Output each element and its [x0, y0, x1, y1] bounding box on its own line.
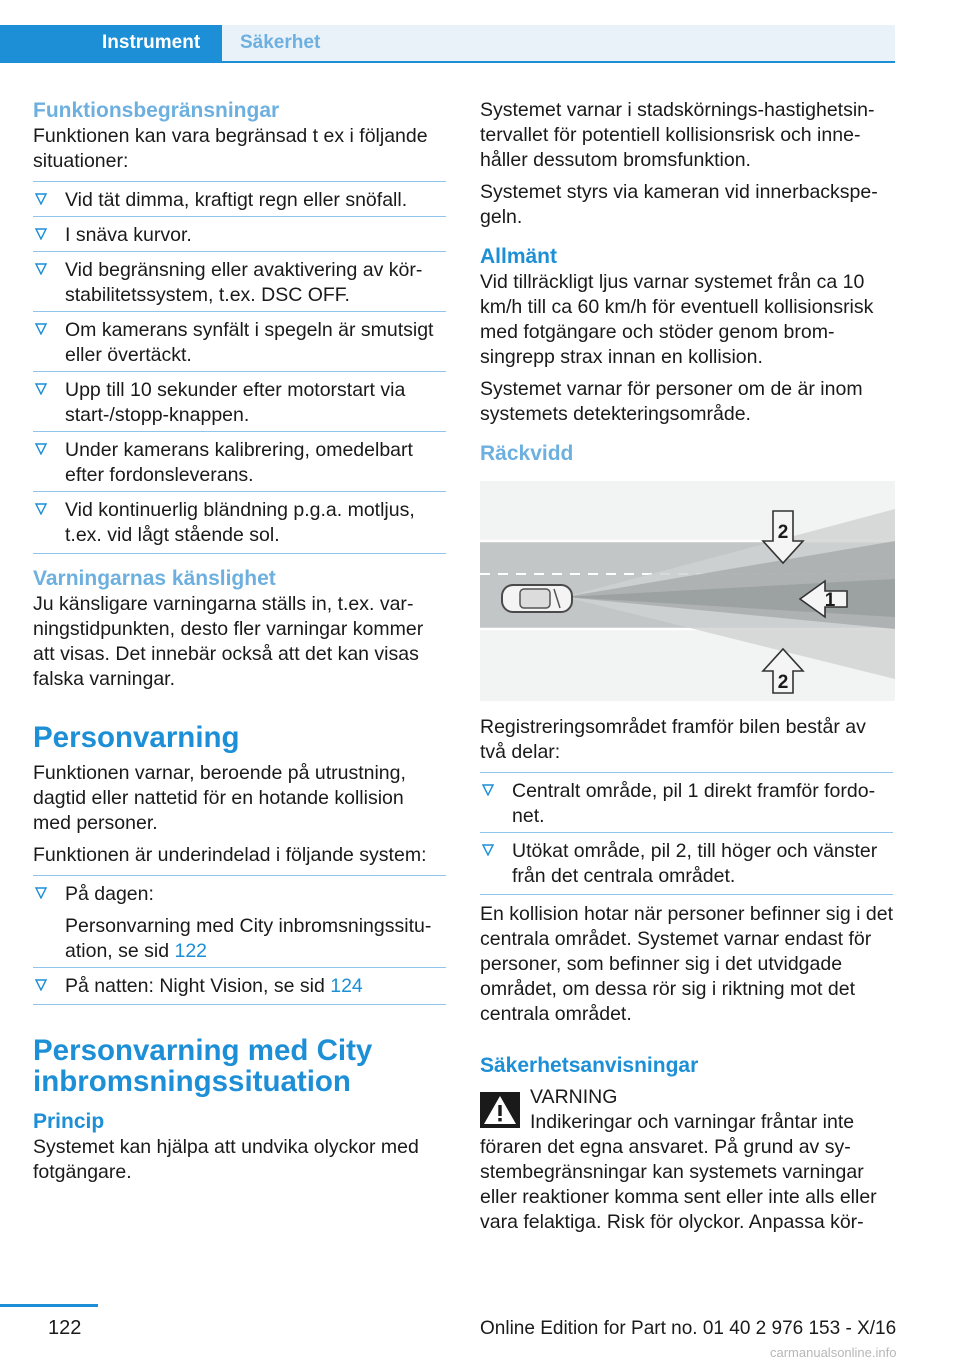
heading-funktionsbegransningar: Funktionsbegränsningar — [33, 99, 280, 122]
reg-text: Registreringsområdet framför bilen består av två delar: — [480, 716, 866, 763]
list-item: Under kamerans kalibrering, omedelbart efter fordonsleverans. — [33, 431, 446, 491]
warning-text: föraren det egna ansvaret. På grund av systembegränsningar kan systemets varningar eller reaktioner komma sent eller inte alls eller vara felaktiga. Risk för olyckor. Anpassa kör- — [480, 1136, 877, 1233]
list-item: Vid tät dimma, kraftigt regn eller snöfall. — [33, 181, 446, 216]
page-number: 122 — [48, 1317, 82, 1339]
edition-text: Online Edition for Part no. 01 40 2 976 153 - X/16 — [480, 1318, 897, 1339]
heading-allmant: Allmänt — [480, 245, 558, 268]
princip-text: Systemet kan hjälpa att undvika olyckor med fotgängare. — [33, 1136, 419, 1183]
pv-text1: Funktionen varnar, beroende på utrustning, dagtid eller nattetid för en hotande kollision med personer. — [33, 762, 406, 834]
tab-sakerhet[interactable]: Säkerhet — [222, 25, 895, 61]
page-link-122[interactable]: 122 — [174, 940, 208, 962]
svg-text:2: 2 — [777, 672, 789, 693]
watermark: carmanualsonline.info — [770, 1345, 897, 1360]
list-item: I snäva kurvor. — [33, 216, 446, 251]
svg-text:1: 1 — [824, 590, 836, 611]
car-icon — [502, 585, 572, 612]
detection-range-figure — [480, 481, 895, 701]
tab-instrument[interactable]: Instrument — [0, 25, 222, 61]
list-item: På natten: Night Vision, se sid 124 — [33, 967, 446, 1005]
koll-text: En kollision hotar när personer befinner sig i det centrala området. Systemet varnar endast för personer, som befinner sig i det utvidgade området, om dessa rör sig i riktning mot det centrala området. — [480, 903, 893, 1025]
heading-rackvidd: Räckvidd — [480, 442, 574, 465]
warning-label: VARNING — [530, 1086, 618, 1108]
list-item: Utökat område, pil 2, till höger och vänster från det centrala området. — [480, 832, 893, 895]
tab-divider — [0, 61, 895, 63]
heading-princip: Princip — [33, 1110, 105, 1133]
warning-text-first: Indikeringar och varningar fråntar inte — [530, 1111, 855, 1133]
intro-p2: Systemet styrs via kameran vid innerbackspegeln. — [480, 181, 878, 228]
list-item: Vid kontinuerlig bländning p.g.a. motljus, t.ex. vid lågt stående sol. — [33, 491, 446, 554]
allm-text2: Systemet varnar för personer om de är inom systemets detekteringsområde. — [480, 378, 863, 425]
list-item: Vid begränsning eller avaktivering av körstabilitetssystem, t.ex. DSC OFF. — [33, 251, 446, 311]
intro-p1: Systemet varnar i stadskörnings-hastighetsintervallet för potentiell kollisionsrisk och innehåller dessutom bromsfunktion. — [480, 99, 875, 171]
left-column — [33, 98, 446, 1192]
pv-list — [33, 875, 446, 1005]
list-item: Centralt område, pil 1 direkt framför fordonet. — [480, 772, 893, 832]
heading-personvarning-city: Personvarning med City inbromsningssituation — [33, 1034, 373, 1098]
heading-varningarnas-kanslighet: Varningarnas känslighet — [33, 567, 276, 590]
funk-list — [33, 181, 446, 554]
heading-sakerhetsanvisningar: Säkerhetsanvisningar — [480, 1054, 699, 1077]
footer-rule — [0, 1304, 98, 1307]
warning-block — [480, 1085, 893, 1135]
heading-personvarning: Personvarning — [33, 721, 240, 754]
page-link-124[interactable]: 124 — [330, 975, 363, 997]
right-column — [480, 98, 893, 1235]
allm-text1: Vid tillräckligt ljus varnar systemet från ca 10 km/h till ca 60 km/h för eventuell kollisionsrisk med fotgängare och stöder genom bromsingrepp strax innan en kollision. — [480, 271, 874, 368]
list-item: Om kamerans synfält i spegeln är smutsigt eller övertäckt. — [33, 311, 446, 371]
list-item: På dagen: Personvarning med City inbromsningssituation, se sid 122 — [33, 875, 446, 967]
sens-text: Ju känsligare varningarna ställs in, t.ex. varningstidpunkten, desto fler varningar kommer att visas. Det innebär också att det kan visas falska varningar. — [33, 593, 424, 690]
warning-triangle-icon — [480, 1092, 520, 1135]
chapter-tabbar — [0, 25, 895, 63]
funk-intro: Funktionen kan vara begränsad t ex i följande situationer: — [33, 125, 428, 172]
reg-list — [480, 772, 893, 895]
list-item: Upp till 10 sekunder efter motorstart via start-/stopp-knappen. — [33, 371, 446, 431]
pv-text2: Funktionen är underindelad i följande system: — [33, 844, 427, 866]
svg-text:2: 2 — [777, 522, 789, 543]
